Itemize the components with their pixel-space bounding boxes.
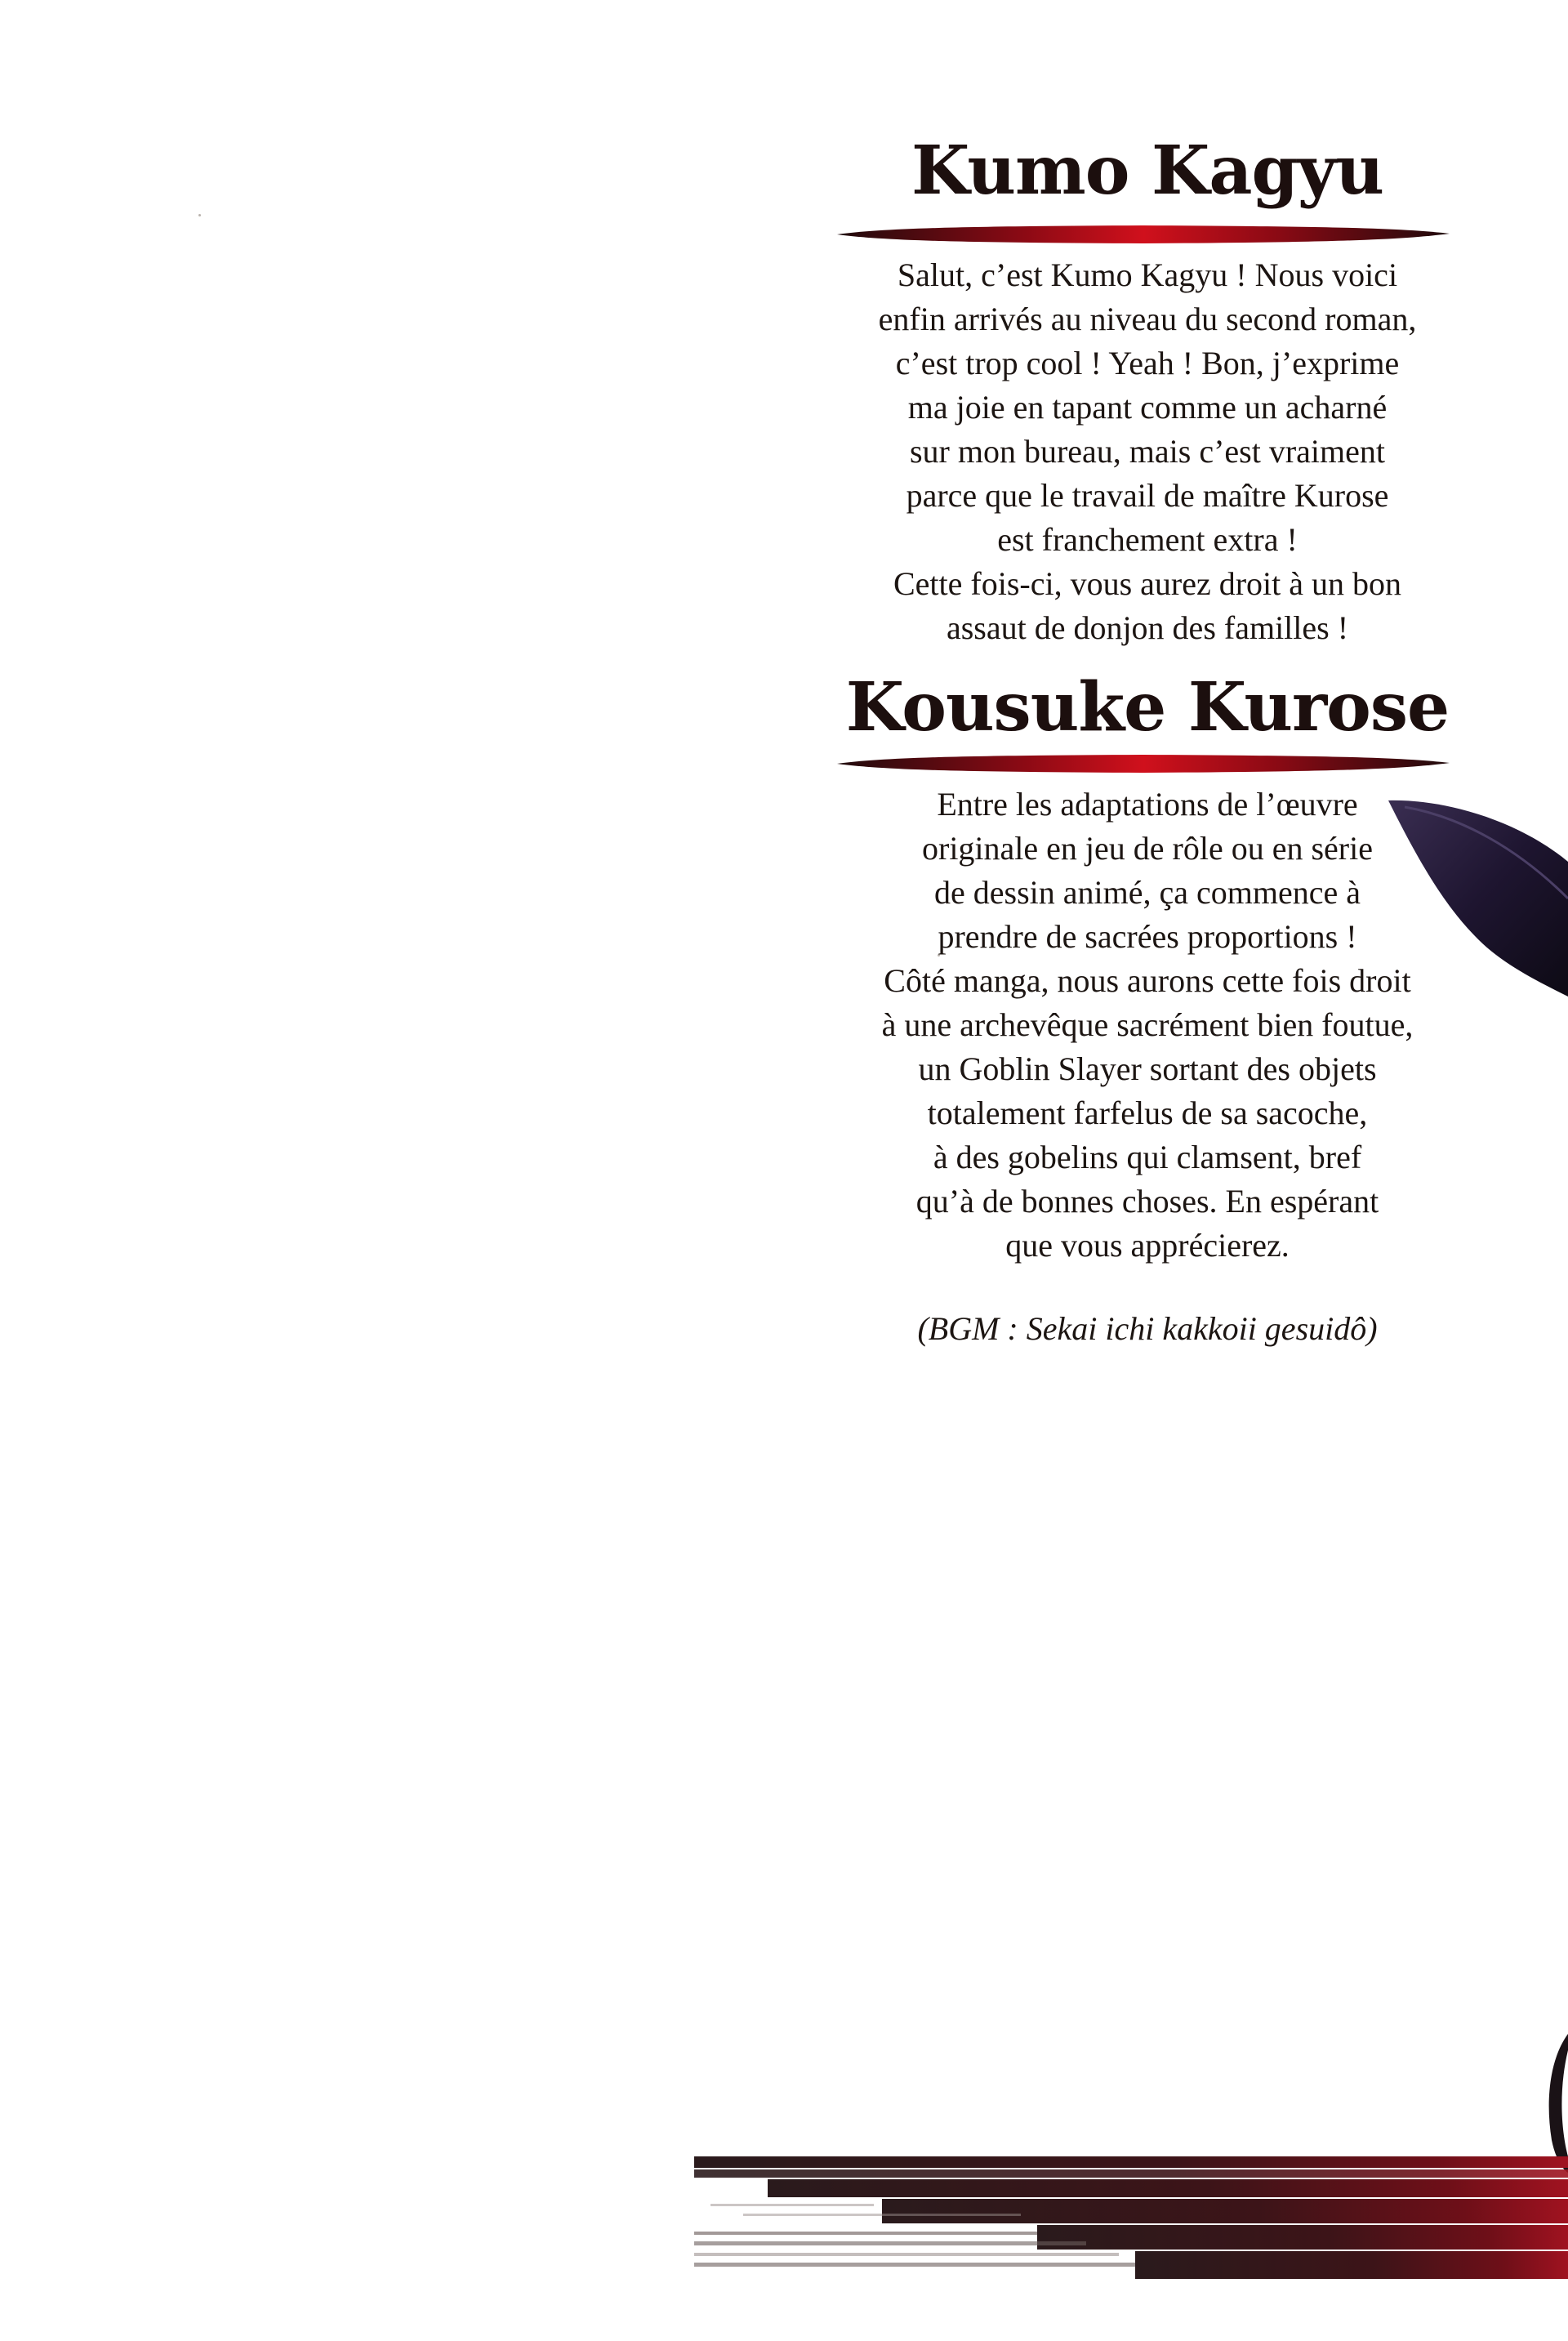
quill-feather-icon	[1388, 784, 1568, 1013]
bio-line: à des gobelins qui clamsent, bref	[933, 1139, 1362, 1175]
bio-line: un Goblin Slayer sortant des objets	[918, 1050, 1377, 1087]
bio-line: qu’à de bonnes choses. En espérant	[915, 1183, 1379, 1220]
bio-line: assaut de donjon des familles !	[946, 609, 1349, 646]
bio-line: que vous apprécierez.	[1005, 1227, 1290, 1264]
bio-line: Cette fois-ci, vous aurez droit à un bon	[893, 565, 1402, 602]
bio-line: enfin arrivés au niveau du second roman,	[878, 301, 1417, 337]
brush-rule-divider	[837, 219, 1450, 250]
author-name-kousuke-kurose: Kousuke Kurose	[845, 668, 1450, 747]
author-bio-kousuke-kurose	[825, 783, 1470, 1268]
bio-line: c’est trop cool ! Yeah ! Bon, j’exprime	[895, 345, 1400, 381]
bio-line: à une archevêque sacrément bien foutue,	[881, 1006, 1414, 1043]
bio-line: prendre de sacrées proportions !	[938, 918, 1357, 955]
paper-speck	[198, 214, 201, 216]
brush-rule-divider	[837, 748, 1450, 779]
bio-line: originale en jeu de rôle ou en série	[922, 830, 1373, 867]
bio-line: est franchement extra !	[997, 521, 1298, 558]
edge-ink-mark	[1544, 2034, 1568, 2173]
bio-line: Entre les adaptations de l’œuvre	[937, 786, 1358, 823]
author-name-kumo-kagyu: Kumo Kagyu	[911, 132, 1384, 210]
bio-line: parce que le travail de maître Kurose	[906, 477, 1389, 514]
brush-stroke-band	[694, 2156, 1568, 2279]
bio-line: Côté manga, nous aurons cette fois droit	[884, 962, 1411, 999]
bio-line: sur mon bureau, mais c’est vraiment	[909, 433, 1386, 470]
bio-line: ma joie en tapant comme un acharné	[907, 389, 1388, 426]
bgm-note: (BGM : Sekai ichi kakkoii gesuidô)	[917, 1310, 1378, 1347]
bio-line: Salut, c’est Kumo Kagyu ! Nous voici	[897, 256, 1398, 293]
author-bio-kumo-kagyu	[825, 253, 1470, 650]
bio-line: totalement farfelus de sa sacoche,	[927, 1095, 1368, 1131]
bio-line: de dessin animé, ça commence à	[934, 874, 1361, 911]
